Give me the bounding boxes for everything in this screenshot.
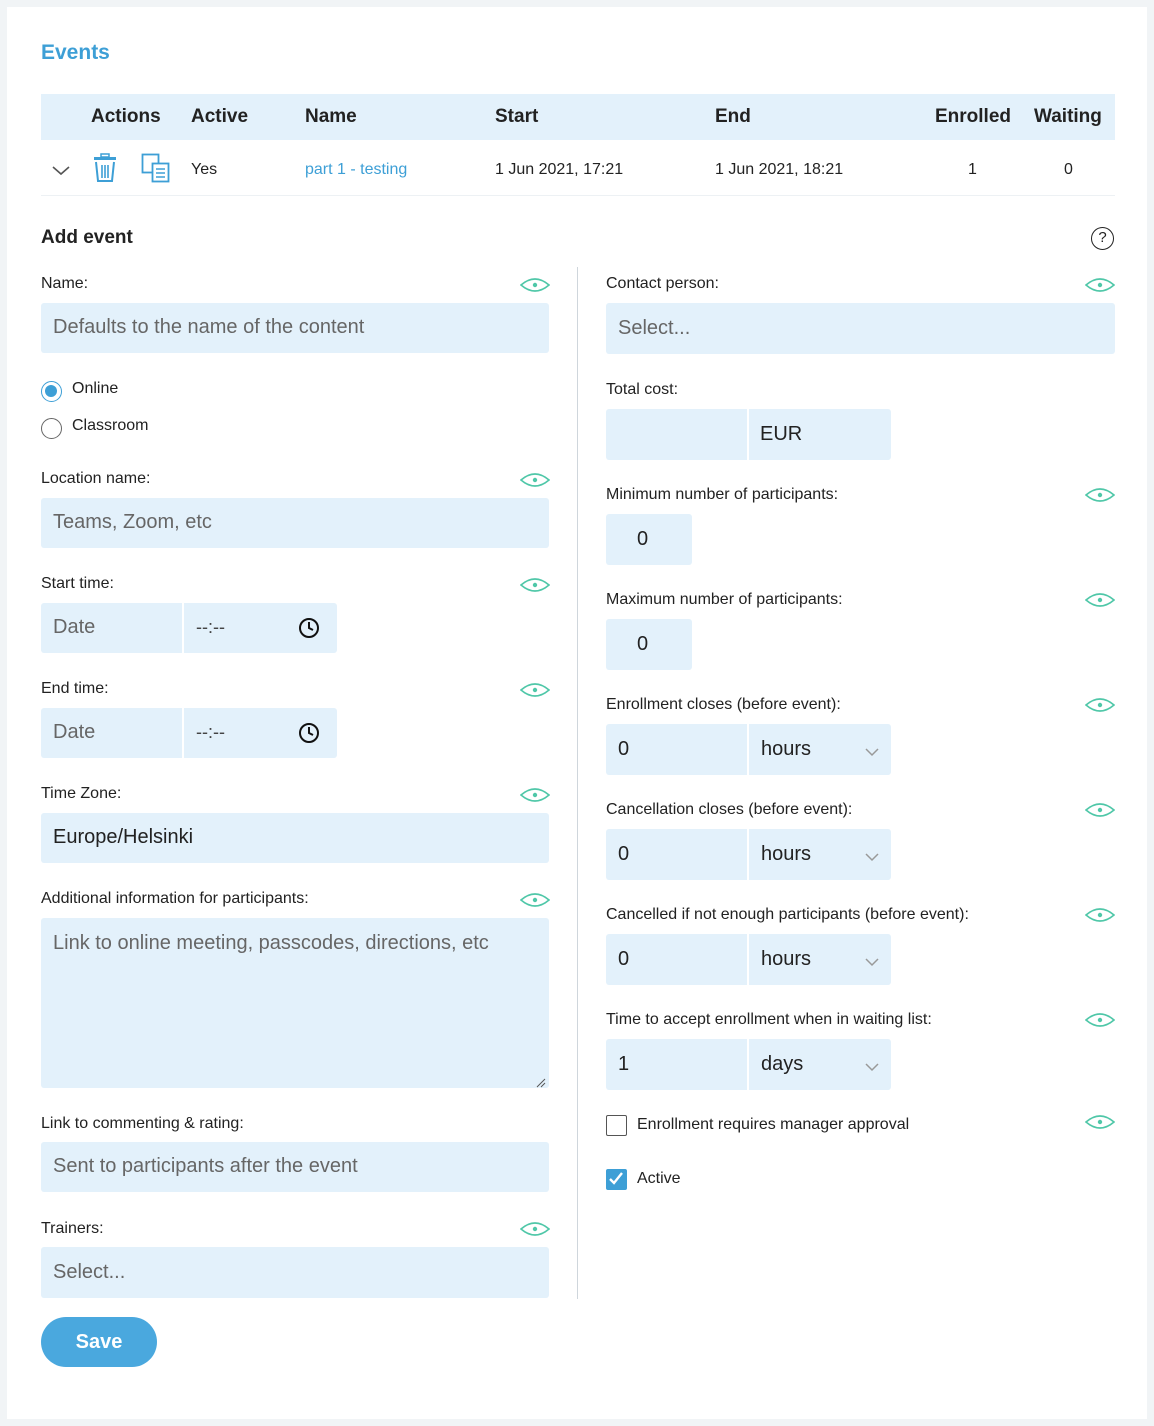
clock-icon[interactable]	[298, 617, 320, 644]
manager-approval-checkbox[interactable]	[606, 1115, 627, 1136]
location-label: Location name:	[41, 470, 151, 487]
additional-info-label: Additional information for participants:	[41, 890, 309, 907]
waiting-accept-value: 1	[618, 1053, 630, 1075]
max-participants-label: Maximum number of participants:	[606, 591, 843, 608]
end-time-label: End time:	[41, 680, 109, 697]
location-placeholder: Teams, Zoom, etc	[53, 511, 212, 533]
table-row	[41, 147, 1115, 195]
trainers-select[interactable]	[41, 1247, 549, 1298]
chevron-down-icon[interactable]	[864, 954, 880, 972]
comment-link-input[interactable]	[41, 1142, 549, 1192]
col-end: End	[715, 106, 751, 127]
chevron-down-icon[interactable]	[864, 744, 880, 762]
eye-icon[interactable]	[1085, 696, 1115, 714]
cancel-not-enough-unit-select[interactable]: hours	[761, 948, 812, 970]
row-divider	[41, 195, 1115, 196]
cancel-not-enough-label: Cancelled if not enough participants (before event):	[606, 906, 969, 923]
end-time-placeholder: --:--	[196, 722, 225, 742]
end-datetime-input[interactable]	[41, 708, 337, 758]
eye-icon[interactable]	[520, 276, 550, 294]
copy-icon[interactable]	[141, 153, 171, 188]
min-participants-input[interactable]	[606, 514, 692, 565]
eye-icon[interactable]	[1085, 1011, 1115, 1029]
eye-icon[interactable]	[520, 891, 550, 909]
active-checkbox[interactable]	[606, 1169, 627, 1190]
name-input[interactable]	[41, 303, 549, 353]
start-date-placeholder: Date	[53, 616, 96, 638]
row-enrolled: 1	[968, 161, 977, 178]
eye-icon[interactable]	[520, 576, 550, 594]
eye-icon[interactable]	[1085, 906, 1115, 924]
online-radio[interactable]	[41, 381, 62, 402]
eye-icon[interactable]	[520, 786, 550, 804]
comment-link-label: Link to commenting & rating:	[41, 1115, 244, 1132]
eye-icon[interactable]	[520, 471, 550, 489]
max-participants-value: 0	[637, 633, 649, 655]
chevron-down-icon[interactable]	[864, 849, 880, 867]
timezone-input[interactable]	[41, 813, 549, 863]
start-time-label: Start time:	[41, 575, 114, 592]
enroll-closes-label: Enrollment closes (before event):	[606, 696, 841, 713]
enroll-closes-unit-select[interactable]: hours	[761, 738, 812, 760]
timezone-value: Europe/Helsinki	[53, 826, 194, 848]
resize-handle-icon[interactable]	[536, 1075, 546, 1093]
eye-icon[interactable]	[520, 1220, 550, 1238]
cancel-not-enough-input[interactable]	[606, 934, 891, 985]
waiting-accept-label: Time to accept enrollment when in waiting list:	[606, 1011, 932, 1028]
min-participants-label: Minimum number of participants:	[606, 486, 839, 503]
field-separator	[182, 708, 184, 758]
name-label: Name:	[41, 275, 89, 292]
eye-icon[interactable]	[1085, 276, 1115, 294]
form-title: Add event	[41, 227, 133, 248]
waiting-accept-unit-select[interactable]: days	[761, 1053, 804, 1075]
events-card	[7, 7, 1147, 1419]
enroll-closes-input[interactable]	[606, 724, 891, 775]
row-name-link[interactable]: part 1 - testing	[305, 161, 408, 178]
field-separator	[747, 934, 749, 985]
events-table-header	[41, 94, 1115, 140]
clock-icon[interactable]	[298, 722, 320, 749]
field-separator	[747, 1039, 749, 1090]
column-divider	[577, 267, 578, 1299]
online-label: Online	[72, 380, 119, 397]
active-label: Active	[637, 1170, 681, 1187]
cancel-not-enough-value: 0	[618, 948, 630, 970]
col-active: Active	[191, 106, 249, 127]
total-cost-input[interactable]	[606, 409, 891, 460]
field-separator	[182, 603, 184, 653]
row-active: Yes	[191, 161, 218, 178]
cancel-closes-label: Cancellation closes (before event):	[606, 801, 853, 818]
additional-info-textarea[interactable]	[41, 918, 549, 1088]
total-cost-label: Total cost:	[606, 381, 679, 398]
eye-icon[interactable]	[520, 681, 550, 699]
row-start: 1 Jun 2021, 17:21	[495, 161, 624, 178]
row-end: 1 Jun 2021, 18:21	[715, 161, 844, 178]
location-input[interactable]	[41, 498, 549, 548]
trash-icon[interactable]	[93, 153, 117, 188]
contact-label: Contact person:	[606, 275, 719, 292]
end-date-placeholder: Date	[53, 721, 96, 743]
trainers-label: Trainers:	[41, 1220, 104, 1237]
contact-placeholder: Select...	[618, 317, 691, 339]
additional-info-placeholder: Link to online meeting, passcodes, directions, etc	[53, 932, 489, 954]
col-start: Start	[495, 106, 539, 127]
timezone-label: Time Zone:	[41, 785, 122, 802]
contact-select[interactable]	[606, 303, 1115, 354]
enroll-closes-value: 0	[618, 738, 630, 760]
classroom-label: Classroom	[72, 417, 149, 434]
chevron-down-icon[interactable]	[51, 163, 71, 182]
row-waiting: 0	[1064, 161, 1073, 178]
page-title: Events	[41, 41, 110, 64]
col-actions: Actions	[91, 106, 161, 127]
name-placeholder: Defaults to the name of the content	[53, 316, 365, 338]
save-button[interactable]: Save	[41, 1317, 157, 1367]
checkmark-icon	[607, 1170, 625, 1188]
manager-approval-label: Enrollment requires manager approval	[637, 1116, 910, 1133]
cancel-closes-value: 0	[618, 843, 630, 865]
cancel-closes-input[interactable]	[606, 829, 891, 880]
col-waiting: Waiting	[1034, 106, 1102, 127]
col-name: Name	[305, 106, 357, 127]
max-participants-input[interactable]	[606, 619, 692, 670]
trainers-placeholder: Select...	[53, 1261, 126, 1283]
col-enrolled: Enrolled	[935, 106, 1012, 127]
min-participants-value: 0	[637, 528, 649, 550]
start-time-placeholder: --:--	[196, 617, 225, 637]
field-separator	[747, 409, 749, 460]
start-datetime-input[interactable]	[41, 603, 337, 653]
eye-icon[interactable]	[1085, 1113, 1115, 1131]
cancel-closes-unit-select[interactable]: hours	[761, 843, 812, 865]
question-icon[interactable]: ?	[1091, 227, 1114, 250]
field-separator	[747, 829, 749, 880]
eye-icon[interactable]	[1085, 486, 1115, 504]
chevron-down-icon[interactable]	[864, 1059, 880, 1077]
field-separator	[747, 724, 749, 775]
comment-link-placeholder: Sent to participants after the event	[53, 1155, 358, 1177]
eye-icon[interactable]	[1085, 801, 1115, 819]
classroom-radio[interactable]	[41, 418, 62, 439]
currency-value[interactable]: EUR	[760, 423, 803, 445]
waiting-accept-input[interactable]	[606, 1039, 891, 1090]
eye-icon[interactable]	[1085, 591, 1115, 609]
